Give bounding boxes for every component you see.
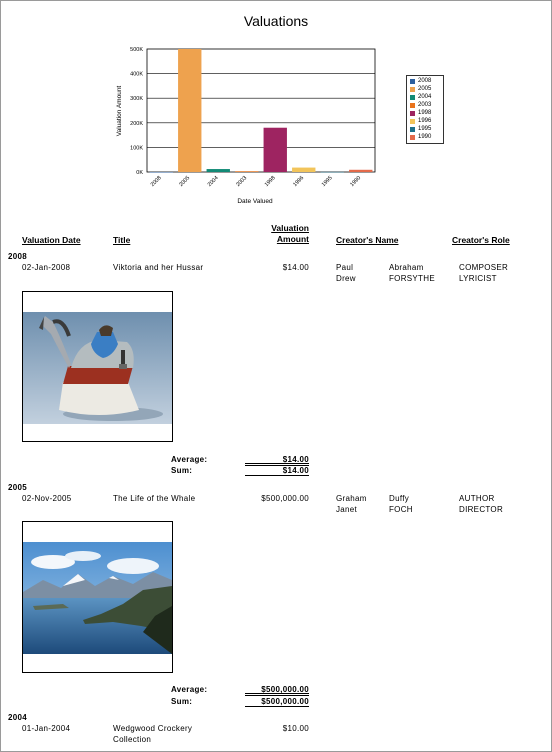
y-axis-label: Valuation Amount xyxy=(116,85,123,137)
sum-label: Sum: xyxy=(171,466,193,475)
legend-item-1998 xyxy=(407,109,443,117)
creator-first-name: Paul xyxy=(336,263,354,272)
group-year: 2005 xyxy=(8,483,27,492)
horse-sculpture-photo xyxy=(22,291,173,442)
bar-2005 xyxy=(178,49,201,172)
lake-landscape-photo xyxy=(22,521,173,673)
group-year: 2008 xyxy=(8,252,27,261)
legend-label: 2004 xyxy=(418,94,432,100)
creator-last-name: Duffy xyxy=(389,494,410,503)
legend-swatch xyxy=(410,127,415,132)
chart-legend xyxy=(406,75,444,144)
x-tick-label: 1998 xyxy=(263,175,277,189)
bar-1996 xyxy=(292,168,315,172)
average-value: $14.00 xyxy=(282,455,309,464)
bar-1990 xyxy=(349,170,372,172)
valuation-amount: $500,000.00 xyxy=(261,494,309,503)
sum-underline xyxy=(245,706,309,707)
legend-item-1995 xyxy=(407,125,443,133)
sum-value: $500,000.00 xyxy=(261,697,309,706)
sum-divider xyxy=(245,463,309,464)
average-label: Average: xyxy=(171,685,208,694)
legend-swatch xyxy=(410,135,415,140)
sum-value: $14.00 xyxy=(282,466,309,475)
creator-last-name: FORSYTHE xyxy=(389,274,435,283)
legend-swatch xyxy=(410,95,415,100)
valuation-date: 01-Jan-2004 xyxy=(22,724,71,733)
creator-last-name: FOCH xyxy=(389,505,413,514)
legend-label: 1998 xyxy=(418,110,432,116)
group-year: 2004 xyxy=(8,713,27,722)
creator-role: DIRECTOR xyxy=(459,505,504,514)
item-title: Wedgwood Crockery xyxy=(113,724,193,733)
legend-item-2004 xyxy=(407,93,443,101)
col-header-valuation-date: Valuation Date xyxy=(22,235,81,245)
item-title: The Life of the Whale xyxy=(113,494,196,503)
y-tick-label: 200K xyxy=(130,120,143,127)
item-title: Viktoria and her Hussar xyxy=(113,263,204,272)
average-value: $500,000.00 xyxy=(261,685,309,694)
legend-item-2008 xyxy=(407,77,443,85)
legend-label: 2008 xyxy=(418,78,432,84)
col-header-amount-line1: Valuation xyxy=(271,223,309,233)
legend-label: 1990 xyxy=(418,134,432,140)
legend-swatch xyxy=(410,111,415,116)
legend-label: 1996 xyxy=(418,118,432,124)
valuation-bar-chart xyxy=(1,1,552,211)
valuation-date: 02-Jan-2008 xyxy=(22,263,71,272)
bar-2004 xyxy=(207,169,230,172)
legend-item-1990 xyxy=(407,133,443,141)
x-tick-label: 1995 xyxy=(320,175,334,189)
report-title: Valuations xyxy=(243,13,309,29)
bar-1998 xyxy=(264,128,287,172)
creator-last-name: Abraham xyxy=(389,263,424,272)
creator-first-name: Drew xyxy=(336,274,356,283)
legend-label: 2005 xyxy=(418,86,432,92)
legend-swatch xyxy=(410,119,415,124)
col-header-title: Title xyxy=(113,235,131,245)
item-title-continued: Collection xyxy=(113,735,152,744)
valuation-date: 02-Nov-2005 xyxy=(22,494,72,503)
x-tick-label: 2008 xyxy=(149,175,163,189)
legend-item-2005 xyxy=(407,85,443,93)
col-header-creator-role: Creator's Role xyxy=(452,235,510,245)
bar-1995 xyxy=(321,172,344,173)
legend-label: 2003 xyxy=(418,102,432,108)
y-tick-label: 400K xyxy=(130,71,143,78)
legend-item-2003 xyxy=(407,101,443,109)
x-tick-label: 2003 xyxy=(235,175,249,189)
y-tick-label: 300K xyxy=(130,96,143,103)
y-tick-label: 0K xyxy=(136,170,143,176)
x-tick-label: 1996 xyxy=(292,175,306,189)
sum-underline xyxy=(245,475,309,476)
sum-label: Sum: xyxy=(171,697,193,706)
x-tick-label: 1990 xyxy=(349,175,363,189)
valuation-amount: $14.00 xyxy=(282,263,309,272)
x-tick-label: 2005 xyxy=(178,175,192,189)
valuation-amount: $10.00 xyxy=(282,724,309,733)
bar-2003 xyxy=(235,171,258,172)
creator-first-name: Graham xyxy=(336,494,367,503)
legend-swatch xyxy=(410,79,415,84)
bar-2008 xyxy=(150,172,173,173)
col-header-creator-name: Creator's Name xyxy=(336,235,399,245)
creator-role: COMPOSER xyxy=(459,263,509,272)
x-tick-label: 2004 xyxy=(206,175,220,189)
creator-role: LYRICIST xyxy=(459,274,497,283)
col-header-amount-line2: Amount xyxy=(276,234,309,244)
legend-swatch xyxy=(410,103,415,108)
sum-divider xyxy=(245,695,309,696)
creator-first-name: Janet xyxy=(336,505,358,514)
x-axis-label: Date Valued xyxy=(237,198,273,205)
creator-role: AUTHOR xyxy=(459,494,495,503)
y-tick-label: 100K xyxy=(130,145,143,152)
legend-swatch xyxy=(410,87,415,92)
legend-label: 1995 xyxy=(418,126,432,132)
sum-divider xyxy=(245,693,309,694)
average-label: Average: xyxy=(171,455,208,464)
legend-item-1996 xyxy=(407,117,443,125)
y-tick-label: 500K xyxy=(130,47,143,53)
